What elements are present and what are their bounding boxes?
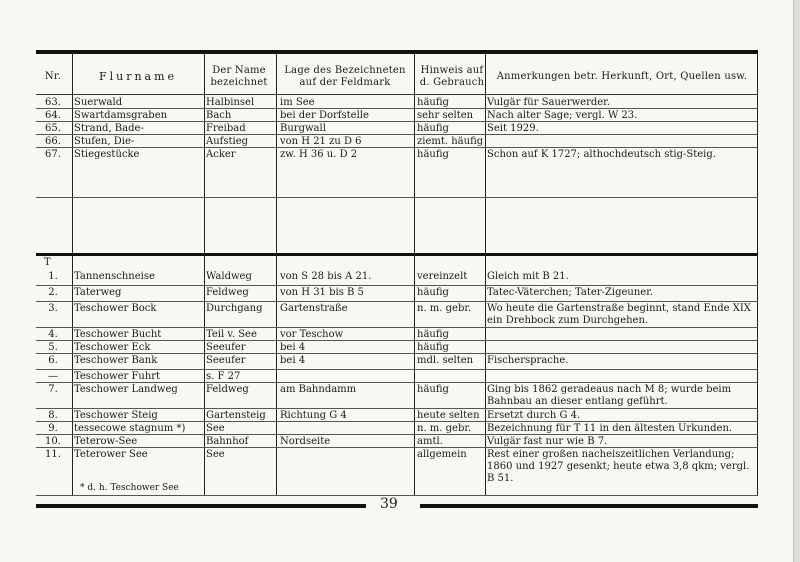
row-nr: 63.	[45, 97, 61, 108]
row-nr: 3.	[48, 303, 58, 314]
row-flurname: Taterweg	[74, 287, 122, 298]
row-divider	[36, 197, 758, 198]
row-flurname: Tannenschneise	[74, 271, 155, 282]
row-anmerkung: Vulgär fast nur wie B 7.	[487, 436, 608, 447]
row-lage: bei der Dorfstelle	[280, 110, 369, 121]
table-row	[36, 286, 758, 302]
row-nr: —	[48, 371, 58, 382]
row-flurname: Teschower Landweg	[74, 384, 178, 395]
row-lage: Nordseite	[280, 436, 331, 447]
row-bezeichnet: Bach	[206, 110, 232, 121]
row-lage: von S 28 bis A 21.	[280, 271, 372, 282]
row-flurname: tessecowe stagnum *)	[74, 423, 186, 434]
row-lage: bei 4	[280, 355, 306, 366]
row-lage: Gartenstraße	[280, 303, 348, 314]
row-hinweis: amtl.	[417, 436, 443, 447]
row-anmerkung: Fischersprache.	[487, 355, 569, 366]
row-bezeichnet: See	[206, 449, 225, 460]
row-nr: 67.	[45, 149, 61, 160]
row-anmerkung: Gleich mit B 21.	[487, 271, 569, 282]
row-nr: 11.	[45, 449, 61, 460]
row-nr: 66.	[45, 136, 61, 147]
footer-bar-right	[420, 504, 758, 508]
row-nr: 7.	[48, 384, 58, 395]
header-anmerkungen: Anmerkungen betr. Herkunft, Ort, Quellen usw.	[496, 71, 748, 82]
row-flurname: Teschower Bock	[74, 303, 157, 314]
row-bezeichnet: Halbinsel	[206, 97, 255, 108]
row-anmerkung: Vulgär für Sauerwerder.	[487, 97, 611, 108]
table-row	[36, 148, 758, 198]
row-flurname: Teterower See	[74, 449, 148, 460]
footer-bar-left	[36, 504, 366, 508]
row-anmerkung: Seit 1929.	[487, 123, 539, 134]
table-row	[36, 354, 758, 370]
row-nr: 1.	[48, 271, 58, 282]
table-row	[36, 302, 758, 328]
row-flurname: Teschower Fuhrt	[74, 371, 161, 382]
row-anmerkung: Nach alter Sage; vergl. W 23.	[487, 110, 638, 121]
row-nr: 64.	[45, 110, 61, 121]
row-anmerkung: Ging bis 1862 geradeaus nach M 8; wurde beim Bahnbau an dieser entlang geführt.	[487, 384, 732, 407]
row-bezeichnet: Feldweg	[206, 384, 249, 395]
row-flurname: Teschower Bucht	[74, 329, 162, 340]
row-flurname: Teschower Bank	[74, 355, 158, 366]
row-hinweis: mdl. selten	[417, 355, 474, 366]
page-edge	[793, 0, 800, 562]
row-bezeichnet: Gartensteig	[206, 410, 266, 421]
row-hinweis: n. m. gebr.	[417, 423, 472, 434]
row-hinweis: n. m. gebr.	[417, 303, 472, 314]
row-bezeichnet: Durchgang	[206, 303, 263, 314]
header-flurname: Flurname	[98, 70, 178, 83]
row-lage: Richtung G 4	[280, 410, 347, 421]
row-bezeichnet: Seeufer	[206, 342, 246, 353]
row-nr: 9.	[48, 423, 58, 434]
row-hinweis: häufig	[417, 123, 449, 134]
row-flurname: Stiegestücke	[74, 149, 140, 160]
row-flurname: Teschower Steig	[74, 410, 158, 421]
row-bezeichnet: Acker	[206, 149, 236, 160]
row-lage: vor Teschow	[280, 329, 344, 340]
row-flurname: Swartdamsgraben	[74, 110, 168, 121]
row-nr: 6.	[48, 355, 58, 366]
row-anmerkung: Ersetzt durch G 4.	[487, 410, 581, 421]
row-bezeichnet: Seeufer	[206, 355, 246, 366]
row-bezeichnet: Aufstieg	[206, 136, 249, 147]
row-anmerkung: Rest einer großen nacheiszeitlichen Verlandung; 1860 und 1927 gesenkt; heute etwa 3,8 qkm; vergl. B 51.	[487, 449, 750, 484]
row-hinweis: heute selten	[417, 410, 480, 421]
row-lage: Burgwall	[280, 123, 326, 134]
row-hinweis: sehr selten	[417, 110, 474, 121]
row-nr: 8.	[48, 410, 58, 421]
row-nr: 65.	[45, 123, 61, 134]
table-row	[36, 383, 758, 409]
row-nr: 10.	[45, 436, 61, 447]
row-lage: bei 4	[280, 342, 306, 353]
row-lage: von H 21 zu D 6	[280, 136, 362, 147]
header-rule	[36, 94, 758, 95]
row-lage: im See	[280, 97, 315, 108]
row-lage: von H 31 bis B 5	[280, 287, 364, 298]
row-bezeichnet: Bahnhof	[206, 436, 249, 447]
header-bezeichnet: Der Name bezeichnet	[210, 65, 268, 88]
row-bezeichnet: s. F 27	[206, 371, 241, 382]
section-letter: T	[44, 257, 51, 268]
row-nr: 5.	[48, 342, 58, 353]
row-bezeichnet: Feldweg	[206, 287, 249, 298]
row-anmerkung: Tatec-Väterchen; Tater-Zigeuner.	[487, 287, 654, 298]
row-anmerkung: Schon auf K 1727; althochdeutsch stig-Steig.	[487, 149, 716, 160]
section-rule	[36, 253, 758, 256]
footnote: * d. h. Teschower See	[80, 483, 179, 493]
row-anmerkung: Bezeichnung für T 11 in den ältesten Urkunden.	[487, 423, 733, 434]
row-flurname: Suerwald	[74, 97, 123, 108]
row-flurname: Teschower Eck	[74, 342, 151, 353]
row-hinweis: häufig	[417, 149, 449, 160]
row-bezeichnet: Waldweg	[206, 271, 252, 282]
row-nr: 4.	[48, 329, 58, 340]
header-nr: Nr.	[44, 71, 62, 82]
row-hinweis: vereinzelt	[417, 271, 468, 282]
row-bezeichnet: Freibad	[206, 123, 246, 134]
row-hinweis: häufig	[417, 342, 449, 353]
row-hinweis: ziemt. häufig	[417, 136, 484, 147]
row-flurname: Strand, Bade-	[74, 123, 144, 134]
row-bezeichnet: Teil v. See	[206, 329, 257, 340]
header-lage: Lage des Bezeichneten auf der Feldmark	[284, 65, 406, 88]
header-hinweis: Hinweis auf d. Gebrauch	[419, 65, 485, 88]
row-anmerkung: Wo heute die Gartenstraße beginnt, stand Ende XIX ein Drehbock zum Durchgehen.	[487, 303, 751, 326]
row-hinweis: allgemein	[417, 449, 467, 460]
row-hinweis: häufig	[417, 97, 449, 108]
table-row	[36, 270, 758, 286]
row-bezeichnet: See	[206, 423, 225, 434]
flurname-table	[36, 50, 758, 496]
row-hinweis: häufig	[417, 287, 449, 298]
row-lage: am Bahndamm	[280, 384, 357, 395]
page-number: 39	[380, 496, 398, 512]
top-rule	[36, 50, 758, 54]
row-hinweis: häufig	[417, 384, 449, 395]
row-flurname: Stufen, Die-	[74, 136, 135, 147]
row-flurname: Teterow-See	[74, 436, 138, 447]
row-nr: 2.	[48, 287, 58, 298]
row-lage: zw. H 36 u. D 2	[280, 149, 358, 160]
row-hinweis: häufig	[417, 329, 449, 340]
